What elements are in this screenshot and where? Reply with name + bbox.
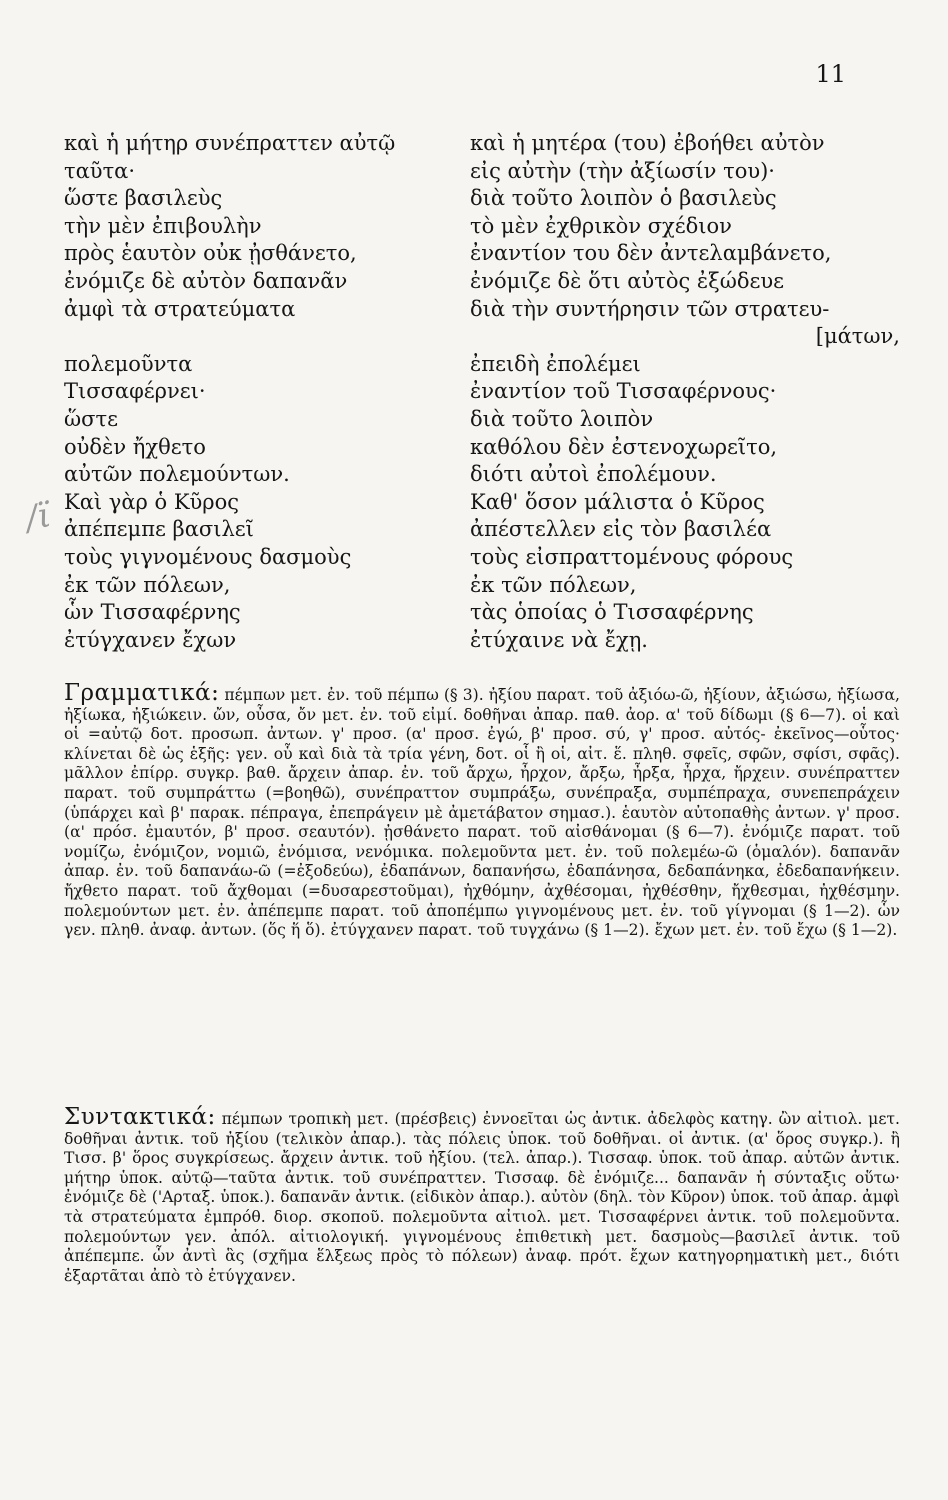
original-line: πολεμοῦντα <box>64 351 193 376</box>
translation-line: [μάτων, <box>815 324 900 349</box>
grammar-text: πέμπων μετ. ἐν. τοῦ πέμπω (§ 3). ἠξίου παρατ. τοῦ ἀξιόω-ῶ, ἠξίουν, ἀξιώσω, ἠξίωσα, ἠξίωκα, ἠξιώκειν. ὤν, οὖσα, ὄν μετ. ἐν. τοῦ εἰμί. δοθῆναι ἀπαρ. παθ. ἀορ. α' τοῦ δίδωμι (§ 6—7). οἱ καὶ οἱ =αὐτῷ δοτ. προσωπ. ἀντων. γ' προσ. (α' προσ. ἐγώ, β' προσ. σύ, γ' προσ. αὐτός- ἐκεῖνος—οὗτος· κλίνεται δὲ ὡς ἑξῆς: γεν. οὗ καὶ διὰ τὰ τρία γένη, δοτ. οἷ ἢ οἱ, αἰτ. ἕ. πληθ. σφεῖς, σφῶν, σφίσι, σφᾶς). μᾶλλον ἐπίρρ. συγκρ. βαθ. ἄρχειν ἀπαρ. ἐν. τοῦ ἄρχω, ἦρχον, ἄρξω, ἦρξα, ἦρχα, ἤρχειν. συνέπραττεν παρατ. τοῦ συμπράττω (=βοηθῶ), συνέπραττον συμπράξω, συνέπραξα, συμπέπραχα, συνεπεπράχειν (ὑπάρχει καὶ β' παρακ. πέπραγα, ἐπεπράγειν μὲ ἀμετάβατον σημασ.). ἑαυτὸν αὐτοπαθὴς ἀντων. γ' προσ. (α' πρόσ. ἐμαυτόν, β' προσ. σεαυτόν). ᾐσθάνετο παρατ. τοῦ αἰσθάνομαι (§ 6—7). ἐνόμιζε παρατ. τοῦ νομίζω, ἐνόμιζον, νομιῶ, ἐνόμισα, νενόμικα. πολεμοῦντα μετ. ἐν. τοῦ πολεμέω-ῶ (ὁμαλόν). δαπανᾶν ἀπαρ. ἐν. τοῦ δαπανάω-ῶ (=ἐξοδεύω), ἐδαπάνων, δαπανήσω, ἐδαπάνησα, δεδαπάνηκα, ἐδεδαπανήκειν. ἤχθετο παρατ. τοῦ ἄχθομαι (=δυσαρεστοῦμαι), ἠχθόμην, ἀχθέσομαι, ἠχθέσθην, ἤχθεσμαι, ἠχθέσμην. πολεμούντων μετ. ἐν. ἀπέπεμπε παρατ. τοῦ ἀποπέμπω γιγνομένους μετ. ἐν. τοῦ γίγνομαι (§ 1—2). ὧν γεν. πληθ. ἀναφ. ἀντων. (ὅς ἥ ὅ). ἐτύγχανεν παρατ. τοῦ τυγχάνω (§ 1—2). ἔχων μετ. ἐν. τοῦ ἔχω (§ 1—2). <box>64 686 900 940</box>
original-line: ταῦτα· <box>64 158 136 183</box>
modern-greek-translation-column <box>470 130 920 654</box>
translation-line: τὰς ὁποίας ὁ Τισσαφέρνης <box>470 600 754 625</box>
original-line <box>64 323 454 351</box>
original-line: πρὸς ἑαυτὸν οὐκ ᾐσθάνετο, <box>64 241 357 266</box>
translation-line: εἰς αὐτὴν (τὴν ἀξίωσίν του)· <box>470 158 775 183</box>
original-line: Τισσαφέρνει· <box>64 379 206 404</box>
syntax-notes <box>64 1104 900 1286</box>
translation-line: καὶ ἡ μητέρα (του) ἐβοήθει αὐτὸν <box>470 131 825 155</box>
greek-original-column <box>64 130 454 654</box>
translation-line: καθόλου δὲν ἐστενοχωρεῖτο, <box>470 434 778 459</box>
original-line: ὥστε βασιλεὺς <box>64 186 223 211</box>
original-line: ὧν Τισσαφέρνης <box>64 600 241 625</box>
syntax-text: πέμπων τροπικὴ μετ. (πρέσβεις) ἐννοεῖται ὡς ἀντικ. ἀδελφὸς κατηγ. ὢν αἰτιολ. μετ. δοθῆναι ἀντικ. τοῦ ἠξίου (τελικὸν ἀπαρ.). τὰς πόλεις ὑποκ. τοῦ δοθῆναι. οἱ ἀντικ. (α' ὅρος συγκρ.). ἢ Τισσ. β' ὅρος συγκρίσεως. ἄρχειν ἀντικ. τοῦ ἠξίου. (τελ. ἀπαρ.). Τισσαφ. ὑποκ. τοῦ ἀπαρ. αὐτῶν ἀντικ. μήτηρ ὑποκ. αὐτῷ—ταῦτα ἀντικ. τοῦ συνέπραττεν. Τισσαφ. δὲ ἐνόμιζε... δαπανᾶν ἡ σύνταξις οὕτω· ἐνόμιζε δὲ ('Αρταξ. ὑποκ.). δαπανᾶν ἀντικ. (εἰδικὸν ἀπαρ.). αὐτὸν (δηλ. τὸν Κῦρον) ὑποκ. τοῦ ἀπαρ. ἀμφὶ τὰ στρατεύματα ἐμπρόθ. διορ. σκοποῦ. πολεμοῦντα αἰτιολ. μετ. Τισσαφέρνει ἀντικ. τοῦ πολεμοῦντα. πολεμούντων γεν. ἀπόλ. αἰτιολογική. γιγνομένους ἐπιθετικὴ μετ. δασμοὺς—βασιλεῖ ἀντικ. τοῦ ἀπέπεμπε. ὧν ἀντὶ ἃς (σχῆμα ἕλξεως πρὸς τὸ πόλεων) ἀναφ. πρότ. ἔχων κατηγορηματικὴ μετ., διότι ἐξαρτᾶται ἀπὸ τὸ ἐτύγχανεν. <box>64 1110 900 1285</box>
translation-line: ἐναντίον του δὲν ἀντελαμβάνετο, <box>470 241 832 266</box>
translation-line: διὰ τοῦτο λοιπὸν ὁ βασιλεὺς <box>470 186 777 211</box>
translation-line: τοὺς εἰσπραττομένους φόρους <box>470 544 794 569</box>
translation-line: ἐκ τῶν πόλεων, <box>470 572 637 597</box>
translation-line: ἐνόμιζε δὲ ὅτι αὐτὸς ἐξώδευε <box>470 268 785 293</box>
original-line: τοὺς γιγνομένους δασμοὺς <box>64 544 352 569</box>
original-line: Καὶ γὰρ ὁ Κῦρος <box>64 489 240 514</box>
page-number: 11 <box>815 60 846 88</box>
original-line: ὥστε <box>64 406 118 431</box>
translation-line: διὰ τὴν συντήρησιν τῶν στρατευ- <box>470 296 830 321</box>
translation-line: διότι αὐτοὶ ἐπολέμουν. <box>470 462 717 487</box>
translation-line: ἐπειδὴ ἐπολέμει <box>470 351 641 376</box>
translation-line: ἐναντίον τοῦ Τισσαφέρνους· <box>470 379 777 404</box>
grammar-notes <box>64 680 900 941</box>
original-line: ἐκ τῶν πόλεων, <box>64 572 231 597</box>
original-line: οὐδὲν ἤχθετο <box>64 434 206 459</box>
original-line: ἐτύγχανεν ἔχων <box>64 627 237 652</box>
original-line: τὴν μὲν ἐπιβουλὴν <box>64 213 262 238</box>
syntax-heading: Συντακτικά: <box>64 1104 216 1130</box>
translation-line: ἐτύχαινε νὰ ἔχῃ. <box>470 627 648 652</box>
translation-line: Καθ' ὅσον μάλιστα ὁ Κῦρος <box>470 489 765 514</box>
translation-line: τὸ μὲν ἐχθρικὸν σχέδιον <box>470 213 732 238</box>
original-line: ἀπέπεμπε βασιλεῖ <box>64 517 254 542</box>
translation-line: ἀπέστελλεν εἰς τὸν βασιλέα <box>470 517 772 542</box>
translation-line: διὰ τοῦτο λοιπὸν <box>470 406 654 431</box>
original-line: ἐνόμιζε δὲ αὐτὸν δαπανᾶν <box>64 268 348 293</box>
original-line: καὶ ἡ μήτηρ συνέπραττεν αὐτῷ <box>64 131 396 155</box>
original-line: αὐτῶν πολεμούντων. <box>64 462 290 487</box>
grammar-heading: Γραμματικά: <box>64 680 220 706</box>
margin-pencil-mark: /ϊ <box>22 495 55 539</box>
original-line: ἀμφὶ τὰ στρατεύματα <box>64 296 296 321</box>
